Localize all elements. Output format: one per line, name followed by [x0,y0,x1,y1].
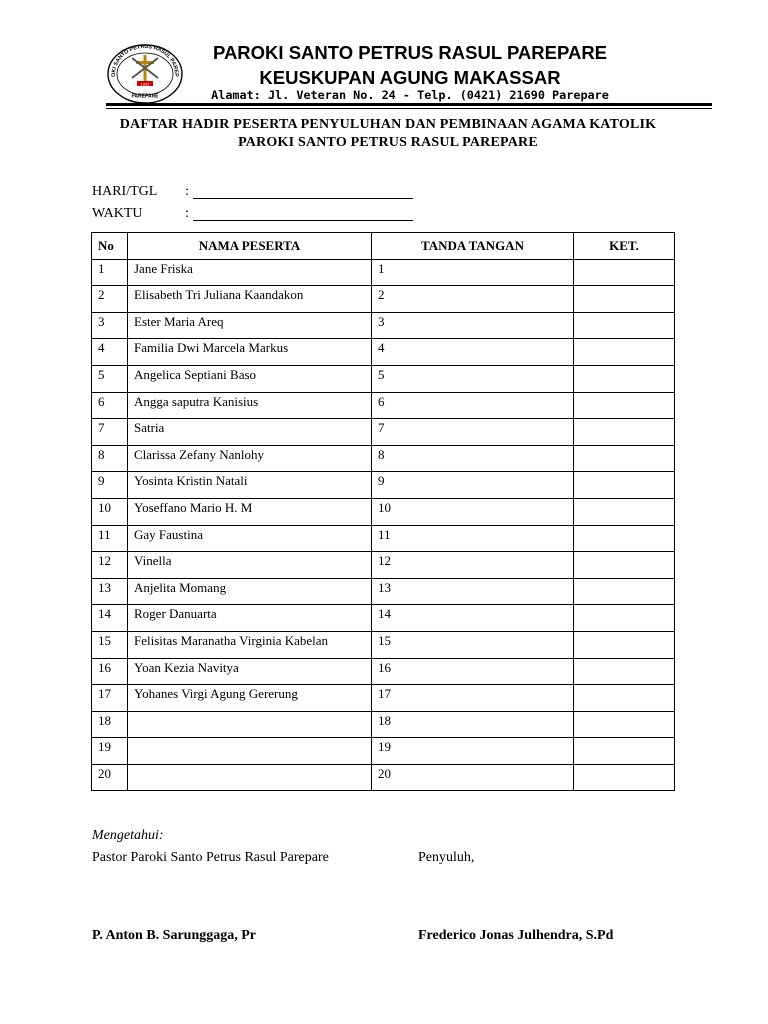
row-notes[interactable] [574,339,675,366]
row-signature[interactable]: 15 [372,631,574,658]
row-number: 15 [92,631,128,658]
row-notes[interactable] [574,631,675,658]
row-signature[interactable]: 12 [372,552,574,579]
row-name: Angga saputra Kanisius [128,392,372,419]
table-row [92,419,675,446]
row-notes[interactable] [574,498,675,525]
row-number: 4 [92,339,128,366]
row-notes[interactable] [574,525,675,552]
attendance-body [92,259,675,791]
row-notes[interactable] [574,365,675,392]
row-number: 12 [92,552,128,579]
row-name: Satria [128,419,372,446]
table-row [92,525,675,552]
table-row [92,764,675,791]
parish-address: Alamat: Jl. Veteran No. 24 - Telp. (0421) 21690 Parepare [211,88,609,102]
row-name: Yohanes Virgi Agung Gererung [128,685,372,712]
row-name: Roger Danuarta [128,605,372,632]
date-label: HARI/TGL [92,184,158,199]
row-signature[interactable]: 19 [372,738,574,765]
row-name: Familia Dwi Marcela Markus [128,339,372,366]
row-signature[interactable]: 10 [372,498,574,525]
row-signature[interactable]: 7 [372,419,574,446]
row-signature[interactable]: 17 [372,685,574,712]
row-notes[interactable] [574,472,675,499]
instructor-name: Frederico Jonas Julhendra, S.Pd [418,928,614,943]
table-row [92,498,675,525]
row-notes[interactable] [574,711,675,738]
attendance-table [91,232,675,791]
row-signature[interactable]: 3 [372,312,574,339]
row-number: 20 [92,764,128,791]
row-signature[interactable]: 11 [372,525,574,552]
row-notes[interactable] [574,764,675,791]
header-name: NAMA PESERTA [128,233,372,260]
table-row [92,339,675,366]
row-name: Vinella [128,552,372,579]
acknowledged-label: Mengetahui: [92,828,164,843]
row-signature[interactable]: 5 [372,365,574,392]
table-row [92,392,675,419]
row-number: 1 [92,259,128,286]
row-number: 18 [92,711,128,738]
svg-text:PAREPARE: PAREPARE [131,93,159,100]
table-row [92,685,675,712]
row-name: Yoan Kezia Navitya [128,658,372,685]
row-signature[interactable]: 13 [372,578,574,605]
row-name: Clarissa Zefany Nanlohy [128,445,372,472]
row-signature[interactable]: 2 [372,286,574,313]
row-name: Anjelita Momang [128,578,372,605]
row-signature[interactable]: 8 [372,445,574,472]
row-number: 10 [92,498,128,525]
row-number: 14 [92,605,128,632]
row-signature[interactable]: 1 [372,259,574,286]
date-colon: : [185,184,189,199]
table-row [92,605,675,632]
row-signature[interactable]: 16 [372,658,574,685]
document-title: DAFTAR HADIR PESERTA PENYULUHAN DAN PEMBINAAN AGAMA KATOLIK [119,117,657,132]
pastor-name: P. Anton B. Sarunggaga, Pr [92,928,257,943]
row-name [128,738,372,765]
row-number: 5 [92,365,128,392]
row-name: Felisitas Maranatha Virginia Kabelan [128,631,372,658]
row-number: 7 [92,419,128,446]
table-row [92,312,675,339]
row-notes[interactable] [574,605,675,632]
table-row [92,578,675,605]
row-signature[interactable]: 4 [372,339,574,366]
row-notes[interactable] [574,685,675,712]
parish-name: PAROKI SANTO PETRUS RASUL PAREPARE [212,42,608,63]
row-signature[interactable]: 20 [372,764,574,791]
row-number: 19 [92,738,128,765]
table-row [92,445,675,472]
row-name [128,764,372,791]
table-row [92,286,675,313]
row-number: 9 [92,472,128,499]
row-name [128,711,372,738]
row-notes[interactable] [574,259,675,286]
row-notes[interactable] [574,578,675,605]
row-signature[interactable]: 9 [372,472,574,499]
row-number: 11 [92,525,128,552]
row-notes[interactable] [574,445,675,472]
row-notes[interactable] [574,392,675,419]
row-notes[interactable] [574,552,675,579]
table-row [92,631,675,658]
table-row [92,472,675,499]
row-number: 17 [92,685,128,712]
time-label: WAKTU [92,206,143,221]
row-number: 3 [92,312,128,339]
pastor-title: Pastor Paroki Santo Petrus Rasul Parepare [92,850,329,865]
archdiocese-name: KEUSKUPAN AGUNG MAKASSAR [259,67,561,88]
row-name: Ester Maria Areq [128,312,372,339]
row-number: 6 [92,392,128,419]
table-row [92,738,675,765]
row-signature[interactable]: 18 [372,711,574,738]
table-row [92,658,675,685]
row-name: Yoseffano Mario H. M [128,498,372,525]
row-notes[interactable] [574,658,675,685]
table-header-row [92,233,675,260]
svg-text:PAROKI SANTO PETRUS RASUL PARE: OKI SANTO PETRUS RASUL PAREP [110,43,180,77]
row-notes[interactable] [574,312,675,339]
row-name: Yosinta Kristin Natali [128,472,372,499]
row-name: Gay Faustina [128,525,372,552]
row-notes[interactable] [574,738,675,765]
date-blank-line[interactable] [193,198,413,199]
table-row [92,711,675,738]
row-notes[interactable] [574,419,675,446]
row-signature[interactable]: 14 [372,605,574,632]
instructor-title: Penyuluh, [418,850,475,865]
row-number: 16 [92,658,128,685]
row-name: Jane Friska [128,259,372,286]
time-blank-line[interactable] [193,220,413,221]
row-number: 13 [92,578,128,605]
row-name: Angelica Septiani Baso [128,365,372,392]
header-notes: KET. [574,233,675,260]
document-subtitle: PAROKI SANTO PETRUS RASUL PAREPARE [238,135,538,150]
table-row [92,552,675,579]
row-number: 2 [92,286,128,313]
header-no: No [92,233,128,260]
row-notes[interactable] [574,286,675,313]
letterhead-rule-thin [106,108,712,109]
parish-logo [106,42,184,104]
header-signature: TANDA TANGAN [372,233,574,260]
time-colon: : [185,206,189,221]
table-row [92,259,675,286]
letterhead-rule-thick [106,103,712,106]
svg-text:1932: 1932 [140,81,150,87]
row-name: Elisabeth Tri Juliana Kaandakon [128,286,372,313]
table-row [92,365,675,392]
row-number: 8 [92,445,128,472]
row-signature[interactable]: 6 [372,392,574,419]
